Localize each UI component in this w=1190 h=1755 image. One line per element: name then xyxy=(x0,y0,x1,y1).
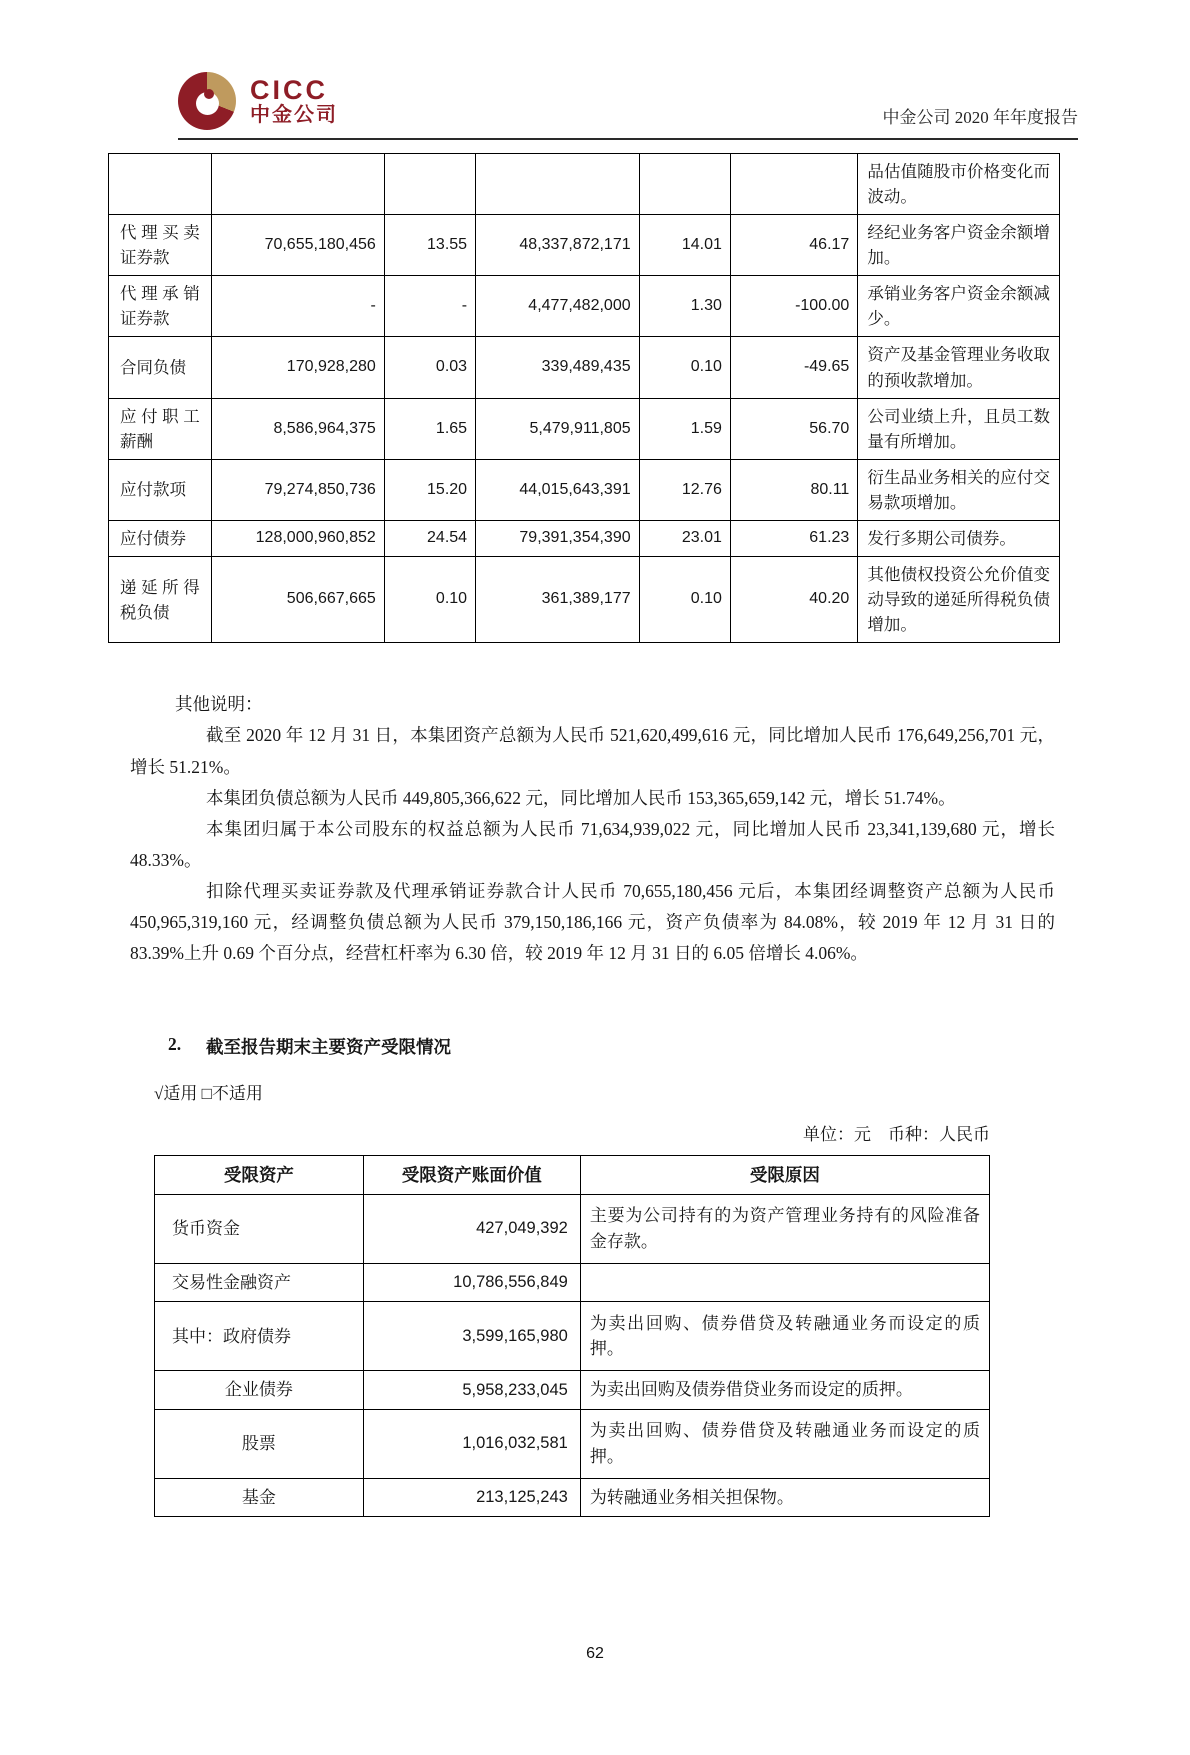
row-label-cell: 代理承销证券款 xyxy=(109,276,212,337)
asset-name-cell: 货币资金 xyxy=(155,1194,364,1263)
row-label-cell xyxy=(109,154,212,215)
section-heading xyxy=(168,1034,1190,1059)
value-cell: -100.00 xyxy=(730,276,857,337)
restricted-assets-table xyxy=(154,1155,990,1518)
table-row xyxy=(155,1371,990,1410)
other-notes-label: 其他说明： xyxy=(175,694,263,715)
row-label-cell: 应付债券 xyxy=(109,520,212,556)
report-page xyxy=(0,72,1190,1755)
reason-cell: 其他债权投资公允价值变动导致的递延所得税负债增加。 xyxy=(858,557,1060,643)
value-cell: - xyxy=(384,276,475,337)
table-row xyxy=(109,557,1060,643)
reason-cell: 承销业务客户资金余额减少。 xyxy=(858,276,1060,337)
note-paragraph: 本集团归属于本公司股东的权益总额为人民币 71,634,939,022 元，同比增加人民币 23,341,139,680 元，增长 48.33%。 xyxy=(130,818,1055,870)
asset-value-cell: 1,016,032,581 xyxy=(363,1409,580,1478)
value-cell: 24.54 xyxy=(384,520,475,556)
value-cell: 0.10 xyxy=(384,557,475,643)
restriction-reason-cell xyxy=(580,1263,989,1302)
asset-value-cell: 3,599,165,980 xyxy=(363,1302,580,1371)
value-cell: 15.20 xyxy=(384,459,475,520)
value-cell: 56.70 xyxy=(730,398,857,459)
table-row xyxy=(109,337,1060,398)
value-cell: - xyxy=(211,276,384,337)
row-label-cell: 合同负债 xyxy=(109,337,212,398)
value-cell: 0.03 xyxy=(384,337,475,398)
row-label-cell: 递延所得税负债 xyxy=(109,557,212,643)
column-header: 受限原因 xyxy=(580,1155,989,1194)
value-cell: 23.01 xyxy=(639,520,730,556)
table-row xyxy=(155,1478,990,1517)
column-header: 受限资产账面价值 xyxy=(363,1155,580,1194)
value-cell: 0.10 xyxy=(639,337,730,398)
value-cell: 0.10 xyxy=(639,557,730,643)
table-row xyxy=(109,459,1060,520)
value-cell xyxy=(476,154,640,215)
value-cell: 1.65 xyxy=(384,398,475,459)
table-row xyxy=(155,1263,990,1302)
value-cell: 1.30 xyxy=(639,276,730,337)
value-cell: 12.76 xyxy=(639,459,730,520)
value-cell: 8,586,964,375 xyxy=(211,398,384,459)
value-cell: 44,015,643,391 xyxy=(476,459,640,520)
value-cell: 128,000,960,852 xyxy=(211,520,384,556)
asset-value-cell: 213,125,243 xyxy=(363,1478,580,1517)
table-row xyxy=(109,520,1060,556)
value-cell xyxy=(730,154,857,215)
table-row xyxy=(155,1409,990,1478)
restriction-reason-cell: 为卖出回购、债券借贷及转融通业务而设定的质押。 xyxy=(580,1409,989,1478)
asset-name-cell: 企业债券 xyxy=(155,1371,364,1410)
logo-brand-zh: 中金公司 xyxy=(250,104,338,127)
value-cell: 170,928,280 xyxy=(211,337,384,398)
row-label-cell: 应付职工薪酬 xyxy=(109,398,212,459)
restriction-reason-cell: 为转融通业务相关担保物。 xyxy=(580,1478,989,1517)
table-header-row xyxy=(155,1155,990,1194)
report-title: 中金公司 2020 年年度报告 xyxy=(882,108,1078,127)
value-cell: 70,655,180,456 xyxy=(211,215,384,276)
note-paragraph: 截至 2020 年 12 月 31 日，本集团资产总额为人民币 521,620,499,616 元，同比增加人民币 176,649,256,701 元，增长 51.21%。 xyxy=(130,725,1055,777)
reason-cell: 发行多期公司债券。 xyxy=(858,520,1060,556)
value-cell: 79,391,354,390 xyxy=(476,520,640,556)
value-cell: 48,337,872,171 xyxy=(476,215,640,276)
value-cell: 80.11 xyxy=(730,459,857,520)
value-cell xyxy=(211,154,384,215)
unit-note: 单位：元 币种：人民币 xyxy=(803,1124,990,1144)
restriction-reason-cell: 为卖出回购、债券借贷及转融通业务而设定的质押。 xyxy=(580,1302,989,1371)
value-cell: 79,274,850,736 xyxy=(211,459,384,520)
value-cell: 61.23 xyxy=(730,520,857,556)
table-row xyxy=(155,1302,990,1371)
table-row xyxy=(109,215,1060,276)
table-row xyxy=(109,398,1060,459)
asset-value-cell: 10,786,556,849 xyxy=(363,1263,580,1302)
column-header: 受限资产 xyxy=(155,1155,364,1194)
note-paragraph: 本集团负债总额为人民币 449,805,366,622 元，同比增加人民币 153,365,659,142 元，增长 51.74%。 xyxy=(206,787,956,808)
value-cell: 13.55 xyxy=(384,215,475,276)
value-cell: 40.20 xyxy=(730,557,857,643)
value-cell: 14.01 xyxy=(639,215,730,276)
reason-cell: 公司业绩上升，且员工数量有所增加。 xyxy=(858,398,1060,459)
asset-value-cell: 427,049,392 xyxy=(363,1194,580,1263)
page-number: 62 xyxy=(586,1645,604,1662)
table-row xyxy=(155,1194,990,1263)
applicability-note: √适用 □不适用 xyxy=(154,1083,263,1103)
asset-name-cell: 交易性金融资产 xyxy=(155,1263,364,1302)
liabilities-change-table xyxy=(108,153,1060,643)
value-cell: 361,389,177 xyxy=(476,557,640,643)
table-row xyxy=(109,154,1060,215)
asset-name-cell: 其中：政府债券 xyxy=(155,1302,364,1371)
reason-cell: 衍生品业务相关的应付交易款项增加。 xyxy=(858,459,1060,520)
note-paragraph: 扣除代理买卖证券款及代理承销证券款合计人民币 70,655,180,456 元后，本集团经调整资产总额为人民币 450,965,319,160 元，经调整负债总额为人民币 379,150,186,166 元，资产负债率为 84.08%，较 2019 年 12 月 31 日的 83.39%上升 0.69 个百分点，经营杠杆率为 6.30 倍，较 2019 年 12 月 31 日的 6.05 倍增长 4.06%。 xyxy=(130,881,1055,964)
section-heading-number: 2. xyxy=(168,1033,182,1054)
asset-value-cell: 5,958,233,045 xyxy=(363,1371,580,1410)
value-cell xyxy=(639,154,730,215)
logo-wordmark xyxy=(250,76,338,126)
value-cell xyxy=(384,154,475,215)
reason-cell: 资产及基金管理业务收取的预收款增加。 xyxy=(858,337,1060,398)
asset-name-cell: 股票 xyxy=(155,1409,364,1478)
other-notes-paragraphs xyxy=(130,720,1055,969)
section-heading-title: 截至报告期末主要资产受限情况 xyxy=(206,1036,451,1057)
other-notes xyxy=(130,689,1055,969)
logo-brand-en: CICC xyxy=(250,74,328,105)
page-header xyxy=(178,72,1078,140)
row-label-cell: 应付款项 xyxy=(109,459,212,520)
reason-cell: 品估值随股市价格变化而波动。 xyxy=(858,154,1060,215)
restriction-reason-cell: 为卖出回购及债券借贷业务而设定的质押。 xyxy=(580,1371,989,1410)
table-row xyxy=(109,276,1060,337)
value-cell: 339,489,435 xyxy=(476,337,640,398)
restriction-reason-cell: 主要为公司持有的为资产管理业务持有的风险准备金存款。 xyxy=(580,1194,989,1263)
value-cell: 506,667,665 xyxy=(211,557,384,643)
value-cell: 1.59 xyxy=(639,398,730,459)
asset-name-cell: 基金 xyxy=(155,1478,364,1517)
cicc-logo xyxy=(178,72,338,130)
reason-cell: 经纪业务客户资金余额增加。 xyxy=(858,215,1060,276)
cicc-logo-icon xyxy=(178,72,236,130)
value-cell: 46.17 xyxy=(730,215,857,276)
value-cell: 4,477,482,000 xyxy=(476,276,640,337)
value-cell: -49.65 xyxy=(730,337,857,398)
value-cell: 5,479,911,805 xyxy=(476,398,640,459)
row-label-cell: 代理买卖证券款 xyxy=(109,215,212,276)
